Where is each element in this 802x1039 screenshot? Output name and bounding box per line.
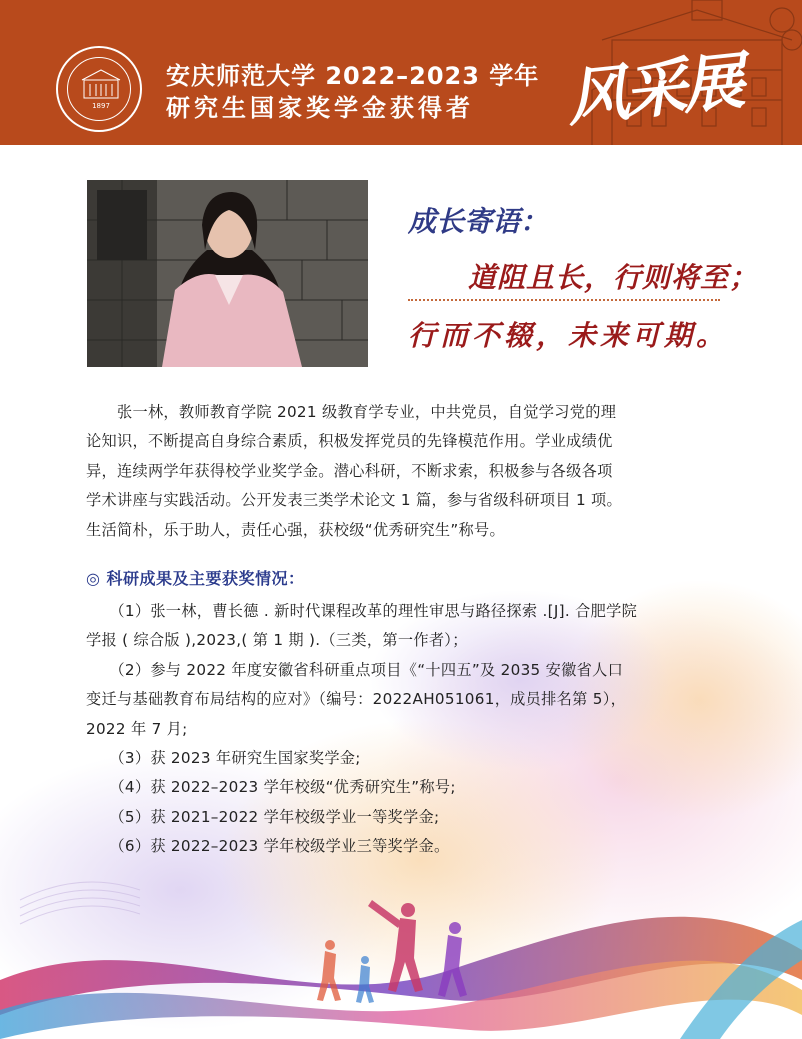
achievement-line: （2）参与 2022 年度安徽省科研重点项目《“十四五”及 2035 安徽省人口 — [86, 660, 624, 679]
achievement-line: 变迁与基础教育布局结构的应对》（编号：2022AH051061，成员排名第 5）， — [86, 690, 627, 709]
header-banner — [0, 0, 802, 145]
achievement-line: （6）获 2022–2023 学年校级学业三等奖学金。 — [86, 837, 450, 856]
motto-divider — [408, 299, 720, 301]
achievement-line: （1）张一林，曹长德 . 新时代课程改革的理性审思与路径探索 .[J]. 合肥学院 — [86, 602, 638, 620]
achievements-list — [86, 597, 736, 862]
motto-label: 成长寄语： — [408, 205, 549, 238]
header-title-line1: 安庆师范大学 2022–2023 学年 — [166, 62, 540, 90]
achievement-line: 2022 年 7 月; — [86, 719, 188, 738]
header-title-line2: 研究生国家奖学金获得者 — [166, 94, 474, 122]
motto-line1: 道阻且长，行则将至； — [468, 261, 759, 294]
achievement-line: （4）获 2022–2023 学年校级“优秀研究生”称号; — [86, 778, 456, 797]
bio-line: 异，连续两学年获得校学业奖学金。潜心科研，不断求索，积极参与各级各项 — [86, 461, 613, 480]
bio-line: 论知识，不断提高自身综合素质，积极发挥党员的先锋模范作用。学业成绩优 — [86, 432, 613, 451]
bio-line: 张一林，教师教育学院 2021 级教育学专业，中共党员，自觉学习党的理 — [86, 403, 617, 421]
motto-line2: 行而不辍，未来可期。 — [408, 319, 729, 352]
university-seal — [56, 46, 142, 132]
achievement-line: （3）获 2023 年研究生国家奖学金; — [86, 749, 361, 768]
achievements-heading: ◎ 科研成果及主要获奖情况： — [86, 569, 305, 588]
portrait-photo — [87, 180, 368, 367]
seal-year: 1897 — [92, 102, 110, 110]
calligraphy-title: 风采展 — [563, 44, 744, 135]
biography — [86, 398, 736, 545]
bio-line: 生活简朴，乐于助人，责任心强，获校级“优秀研究生”称号。 — [86, 520, 506, 539]
bio-line: 学术讲座与实践活动。公开发表三类学术论文 1 篇，参与省级科研项目 1 项。 — [86, 491, 623, 510]
seal-emblem-icon — [58, 48, 144, 134]
achievement-line: （5）获 2021–2022 学年校级学业一等奖学金; — [86, 807, 440, 826]
achievement-line: 学报 ( 综合版 ),2023,( 第 1 期 ).（三类，第一作者）； — [86, 631, 468, 650]
